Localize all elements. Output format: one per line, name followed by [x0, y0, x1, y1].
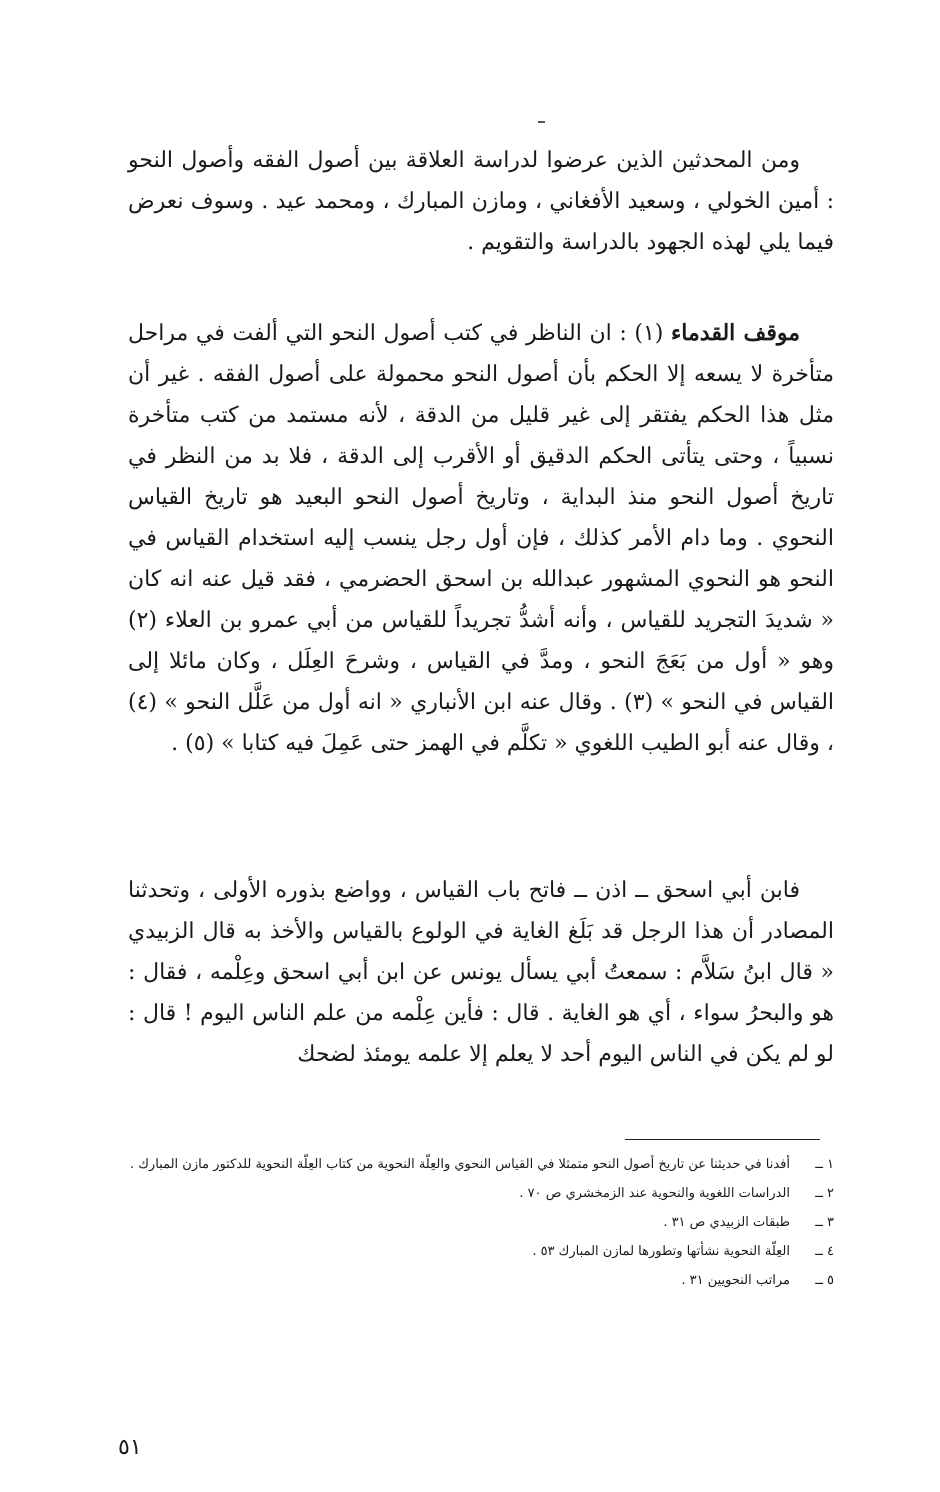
paragraph-2: [128, 313, 834, 764]
footnote-item: [112, 1179, 834, 1208]
footnote-item: [112, 1237, 834, 1266]
paragraph-1: [128, 140, 834, 263]
footnote-number: ٣ ــ: [815, 1215, 834, 1230]
paragraph-1-text: ومن المحدثين الذين عرضوا لدراسة العلاقة بين أصول الفقه وأصول النحو : أمين الخولي ، وسعيد الأفغاني ، ومازن المبارك ، ومحمد عيد . وسوف نعرض فيما يلي لهذه الجهود بالدراسة والتقويم .: [128, 148, 834, 255]
footnote-number: ٤ ــ: [815, 1244, 834, 1259]
footnote-text: الدراسات اللغوية والنحوية عند الزمخشري ص ٧٠ .: [519, 1186, 790, 1201]
footnote-text: أفدنا في حديثنا عن تاريخ أصول النحو متمثلا في القياس النحوي والعِلّة النحوية من كتاب العِلّة النحوية للدكتور مازن المبارك .: [129, 1157, 790, 1172]
footnote-number: ٢ ــ: [815, 1186, 834, 1201]
section-heading: موقف القدماء: [670, 320, 800, 346]
footnote-text: مراتب النحويين ٣١ .: [681, 1273, 790, 1288]
top-mark: [538, 121, 545, 123]
footnotes-list: [112, 1150, 834, 1295]
footnote-item: [112, 1150, 834, 1179]
footnote-text: العِلّة النحوية نشأتها وتطورها لمازن المبارك ٥٣ .: [532, 1244, 790, 1259]
paragraph-3-text: فابن أبي اسحق ــ اذن ــ فاتح باب القياس ، وواضع بذوره الأولى ، وتحدثنا المصادر أن هذا الرجل قد بَلَغ الغاية في الولوع بالقياس والأخذ به قال الزبيدي « قال ابنُ سَلاَّم : سمعتُ أبي يسأل يونس عن ابن أبي اسحق وعِلْمه ، فقال : هو والبحرُ سواء ، أي هو الغاية . قال : فأين عِلْمه من علم الناس اليوم ! قال : لو لم يكن في الناس اليوم أحد لا يعلم إلا علمه يومئذ لضحك: [128, 878, 834, 1067]
paragraph-3: [128, 870, 834, 1075]
footnote-divider: [625, 1139, 820, 1140]
footnote-item: [112, 1266, 834, 1295]
page-number: ٥١: [118, 1435, 142, 1460]
footnote-item: [112, 1208, 834, 1237]
paragraph-2-body: (١) : ان الناظر في كتب أصول النحو التي ألفت في مراحل متأخرة لا يسعه إلا الحكم بأن أصول النحو محمولة على أصول الفقه . غير أن مثل هذا الحكم يفتقر إلى غير قليل من الدقة ، لأنه مستمد من كتب متأخرة نسبياً ، وحتى يتأتى الحكم الدقيق أو الأقرب إلى الدقة ، فلا بد من النظر في تاريخ أصول النحو منذ البداية ، وتاريخ أصول النحو البعيد هو تاريخ القياس النحوي . وما دام الأمر كذلك ، فإن أول رجل ينسب إليه استخدام القياس في النحو هو النحوي المشهور عبدالله بن اسحق الحضرمي ، فقد قيل عنه انه كان « شديدَ التجريد للقياس ، وأنه أشدُّ تجريداً للقياس من أبي عمرو بن العلاء (٢) وهو « أول من بَعَجَ النحو ، ومدَّ في القياس ، وشرحَ العِلَل ، وكان مائلا إلى القياس في النحو » (٣) . وقال عنه ابن الأنباري « انه أول من عَلَّل النحو » (٤) ، وقال عنه أبو الطيب اللغوي « تكلَّم في الهمز حتى عَمِلَ فيه كتابا » (٥) .: [128, 321, 835, 756]
footnote-text: طبقات الزبيدي ص ٣١ .: [663, 1215, 790, 1230]
footnote-number: ٥ ــ: [815, 1273, 834, 1288]
paragraph-2-text: [128, 313, 834, 764]
footnote-number: ١ ــ: [815, 1157, 834, 1172]
